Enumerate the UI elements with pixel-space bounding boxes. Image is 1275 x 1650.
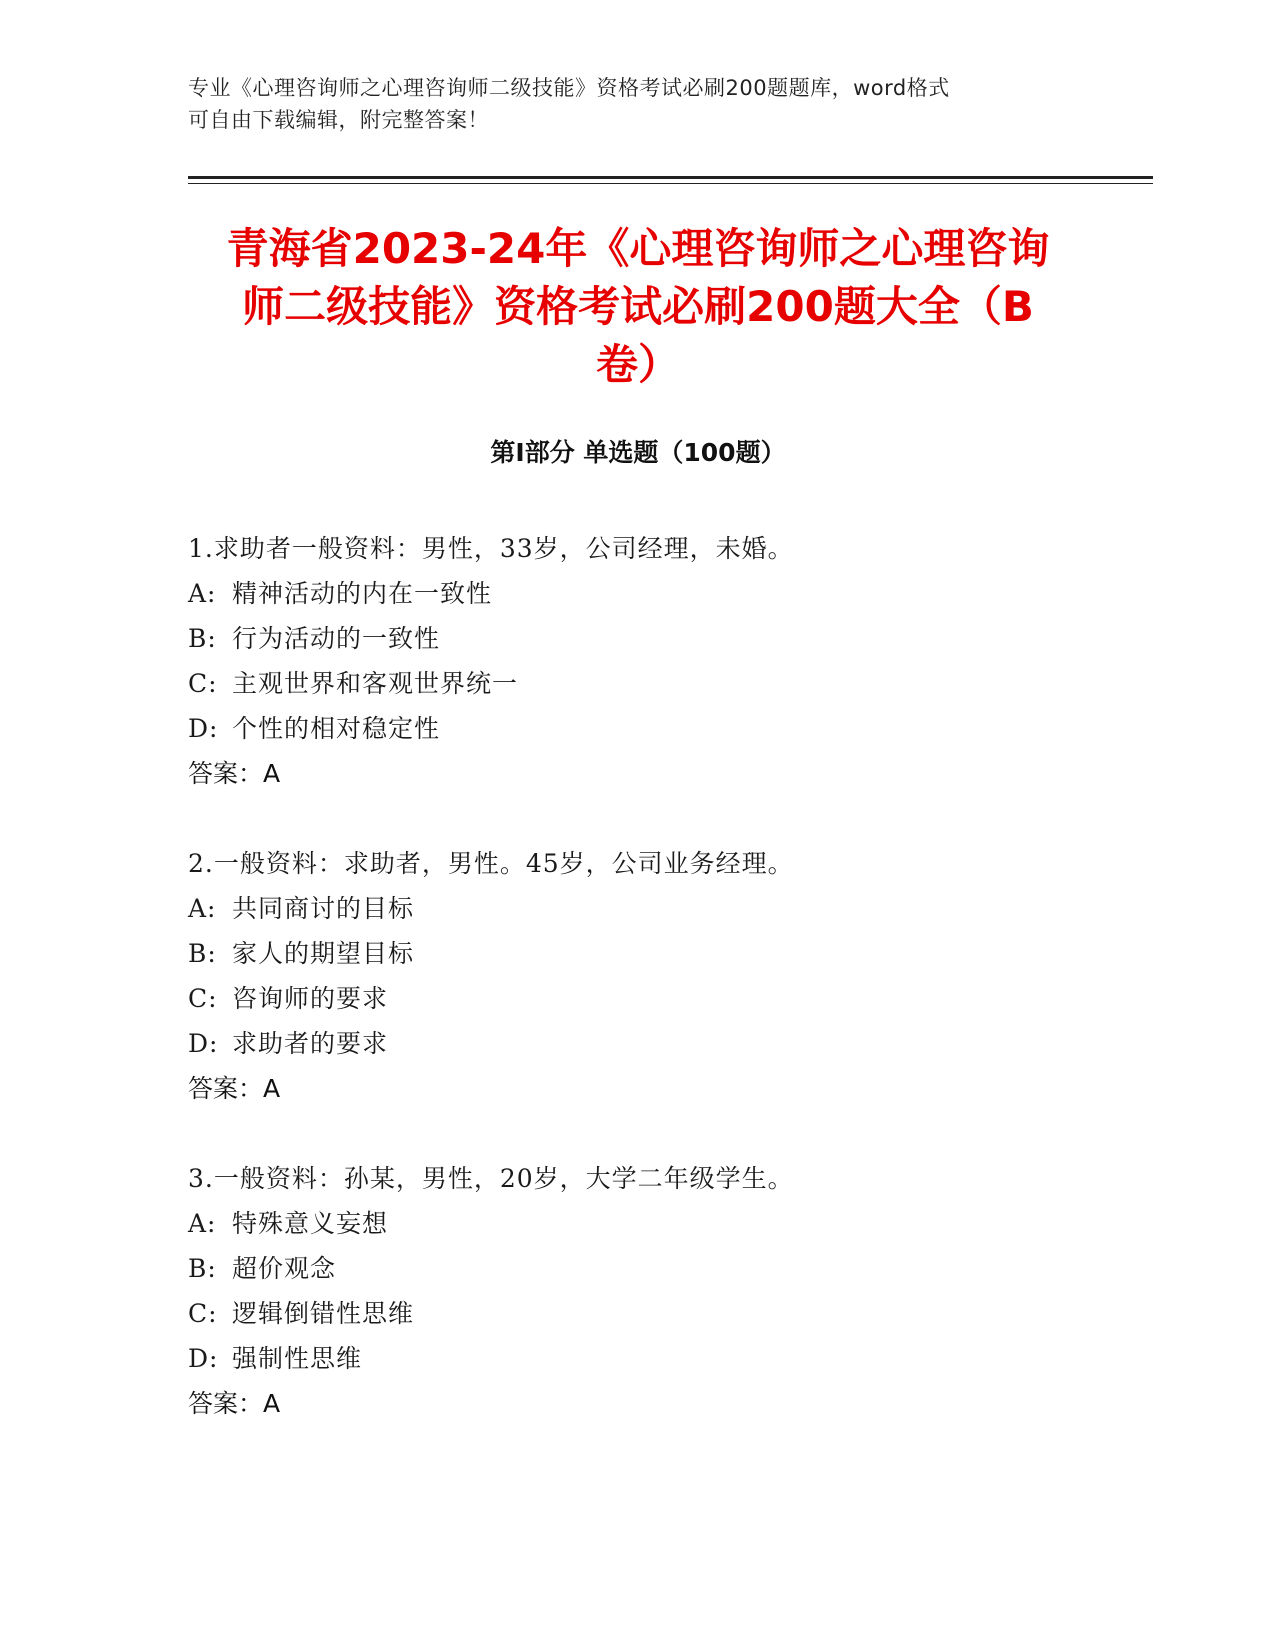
option-d: [188, 1336, 1128, 1381]
option-b: [188, 616, 1128, 661]
header-divider-thick: [188, 176, 1153, 179]
option-text: 逻辑倒错性思维: [232, 1299, 415, 1328]
answer-line: 答案：A: [188, 759, 281, 788]
header-divider-thin: [188, 183, 1153, 184]
option-a: [188, 1201, 1128, 1246]
option-letter: A:: [188, 1209, 217, 1238]
option-d: [188, 1021, 1128, 1066]
option-text: 行为活动的一致性: [232, 624, 441, 653]
question-item: [188, 841, 1128, 1111]
option-a: [188, 571, 1128, 616]
header-note: [188, 72, 1088, 136]
option-text: 强制性思维: [232, 1344, 363, 1373]
section-title: 第Ⅰ部分 单选题（100题）: [490, 438, 786, 467]
option-b: [188, 1246, 1128, 1291]
option-text: 主观世界和客观世界统一: [232, 669, 519, 698]
option-b: [188, 931, 1128, 976]
document-title-line-3: 卷）: [595, 340, 680, 389]
header-note-line-2: 可自由下载编辑，附完整答案！: [188, 108, 489, 132]
answer-line: 答案：A: [188, 1074, 281, 1103]
option-letter: D:: [188, 714, 219, 743]
option-text: 求助者的要求: [232, 1029, 389, 1058]
option-a: [188, 886, 1128, 931]
option-text: 精神活动的内在一致性: [232, 579, 493, 608]
option-text: 个性的相对稳定性: [232, 714, 441, 743]
option-c: [188, 976, 1128, 1021]
document-title-line-1: 青海省2023-24年《心理咨询师之心理咨询: [226, 224, 1050, 273]
option-letter: C:: [188, 1299, 218, 1328]
option-c: [188, 1291, 1128, 1336]
option-letter: D:: [188, 1029, 219, 1058]
question-stem: 2.一般资料：求助者，男性。45岁，公司业务经理。: [188, 849, 794, 878]
question-stem: 1.求助者一般资料：男性，33岁，公司经理，未婚。: [188, 534, 794, 563]
option-letter: B:: [188, 1254, 217, 1283]
option-letter: C:: [188, 669, 218, 698]
question-item: [188, 526, 1128, 796]
answer-line: 答案：A: [188, 1389, 281, 1418]
question-list: [188, 526, 1128, 1471]
option-d: [188, 706, 1128, 751]
question-stem: 3.一般资料：孙某，男性，20岁，大学二年级学生。: [188, 1164, 794, 1193]
document-title: [188, 220, 1088, 394]
option-letter: A:: [188, 894, 217, 923]
option-text: 共同商讨的目标: [232, 894, 415, 923]
document-title-line-2: 师二级技能》资格考试必刷200题大全（B: [242, 282, 1034, 331]
option-c: [188, 661, 1128, 706]
option-letter: D:: [188, 1344, 219, 1373]
option-text: 咨询师的要求: [232, 984, 389, 1013]
option-text: 家人的期望目标: [232, 939, 415, 968]
option-letter: B:: [188, 624, 217, 653]
option-letter: C:: [188, 984, 218, 1013]
option-letter: B:: [188, 939, 217, 968]
option-text: 超价观念: [232, 1254, 337, 1283]
header-note-line-1: 专业《心理咨询师之心理咨询师二级技能》资格考试必刷200题题库，word格式: [188, 76, 950, 100]
option-text: 特殊意义妄想: [232, 1209, 389, 1238]
option-letter: A:: [188, 579, 217, 608]
question-item: [188, 1156, 1128, 1426]
